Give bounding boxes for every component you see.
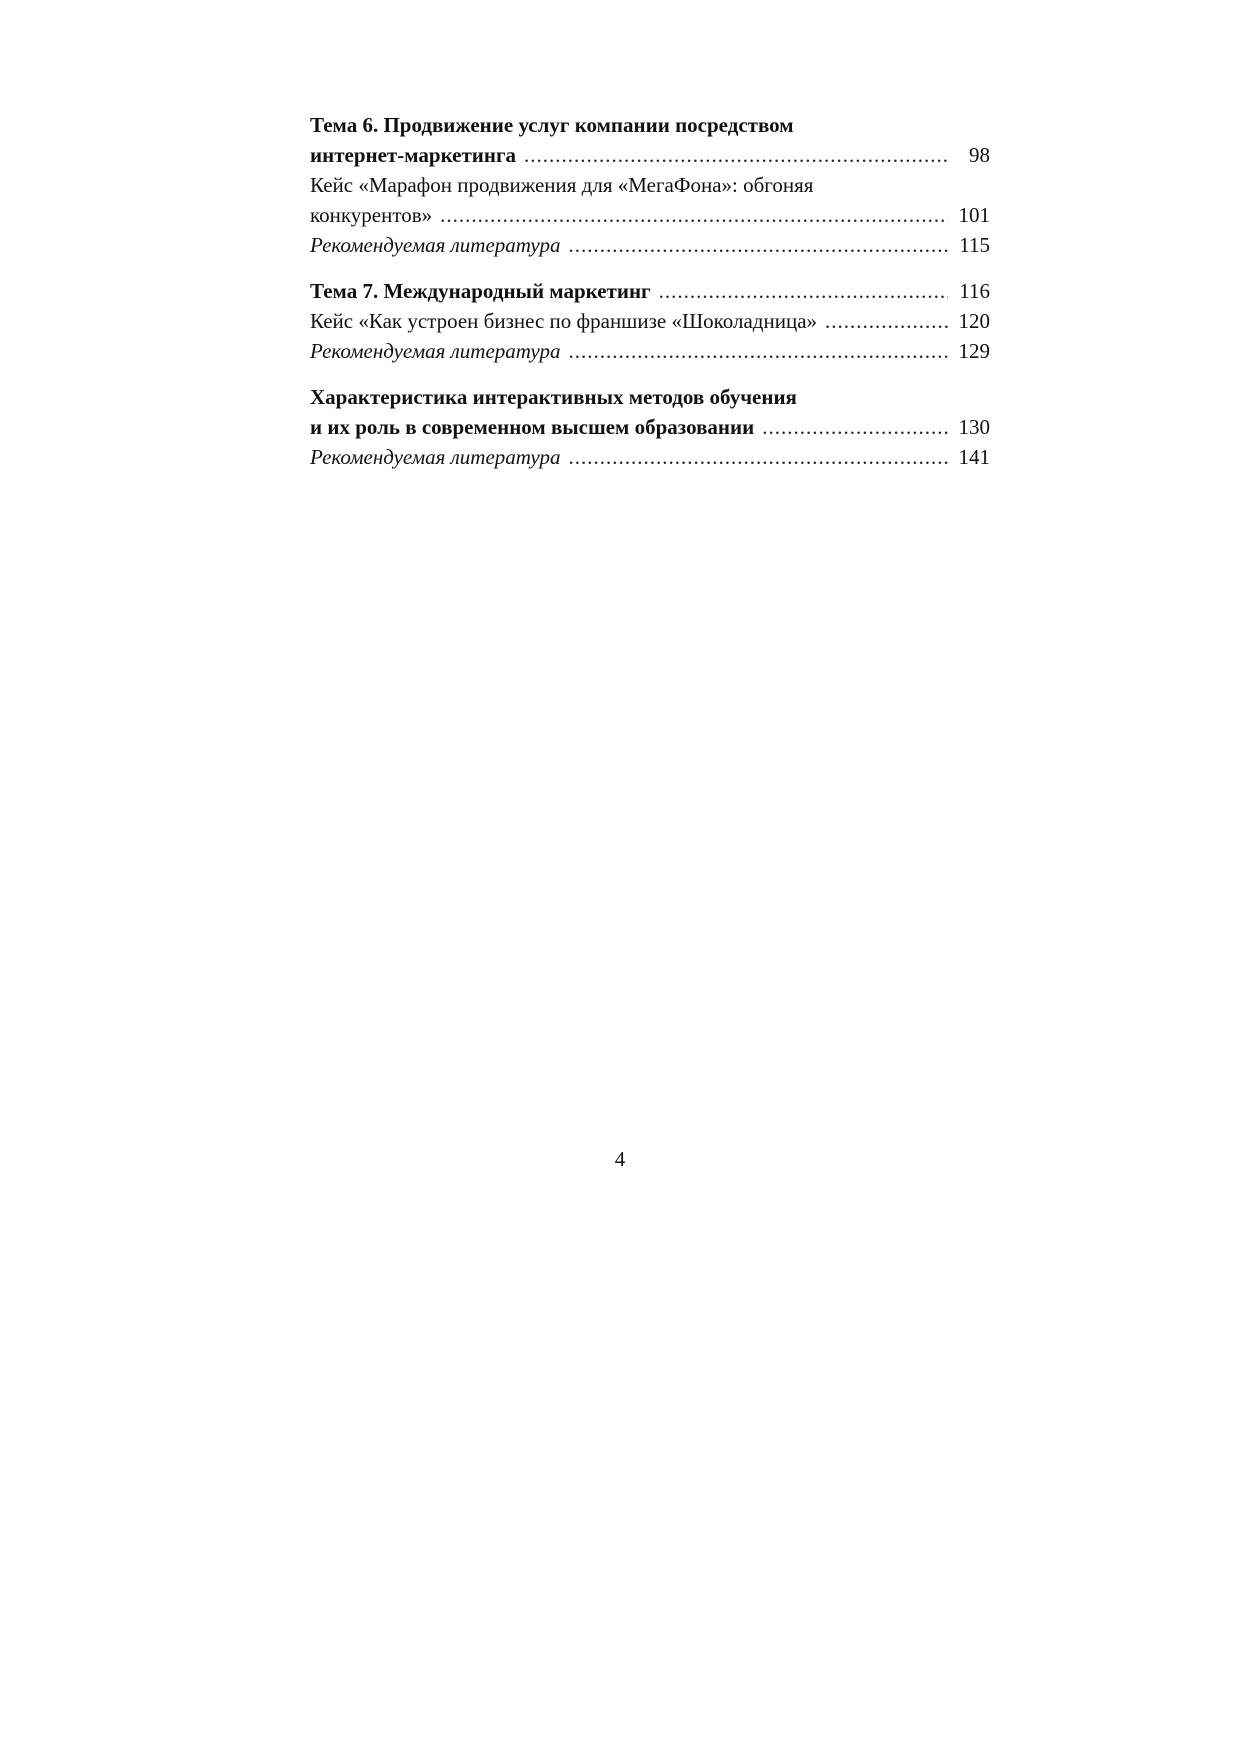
toc-entry-topic-6-case-line2[interactable] (310, 200, 990, 230)
toc-entry-text: интернет-маркетинга (310, 143, 517, 167)
toc-page-number: 130 (958, 415, 990, 439)
toc-entry-topic-6-literature[interactable] (310, 230, 990, 260)
toc-entry-topic-7-case[interactable] (310, 306, 990, 336)
dot-leader (825, 306, 948, 336)
toc-entry-text: Кейс «Марафон продвижения для «МегаФона»: обгоняя (310, 173, 814, 197)
dot-leader (568, 442, 948, 472)
toc-entry-text: конкурентов» (310, 203, 433, 227)
dot-leader (568, 230, 948, 260)
table-of-contents (310, 110, 990, 472)
toc-entry-interactive-title-line1 (310, 382, 990, 412)
toc-entry-text: Рекомендуемая литература (310, 445, 561, 469)
toc-entry-topic-7-literature[interactable] (310, 336, 990, 366)
toc-entry-topic-6-title-line2[interactable] (310, 140, 990, 170)
toc-entry-topic-6-case-line1 (310, 170, 990, 200)
toc-entry-text: Тема 6. Продвижение услуг компании посредством (310, 113, 794, 137)
toc-page-number: 129 (958, 339, 990, 363)
toc-page-number: 98 (969, 143, 990, 167)
dot-leader (568, 336, 948, 366)
toc-group-topic-7 (310, 276, 990, 366)
toc-entry-topic-6-title-line1 (310, 110, 990, 140)
toc-group-interactive-methods (310, 382, 990, 472)
toc-page-number: 101 (958, 203, 990, 227)
toc-entry-topic-7-title[interactable] (310, 276, 990, 306)
toc-group-topic-6 (310, 110, 990, 260)
toc-entry-interactive-literature[interactable] (310, 442, 990, 472)
toc-entry-interactive-title-line2[interactable] (310, 412, 990, 442)
toc-page-number: 141 (958, 445, 990, 469)
toc-entry-text: Рекомендуемая литература (310, 233, 561, 257)
toc-entry-text: и их роль в современном высшем образовании (310, 415, 755, 439)
dot-leader (440, 200, 948, 230)
toc-page-number: 116 (959, 279, 990, 303)
page-number: 4 (614, 1147, 626, 1171)
dot-leader (524, 140, 948, 170)
toc-entry-text: Тема 7. Международный маркетинг (310, 279, 651, 303)
toc-entry-text: Характеристика интерактивных методов обучения (310, 385, 797, 409)
dot-leader (762, 412, 948, 442)
dot-leader (659, 276, 948, 306)
toc-page-number: 120 (958, 309, 990, 333)
toc-page-number: 115 (959, 233, 990, 257)
toc-entry-text: Кейс «Как устроен бизнес по франшизе «Шоколадница» (310, 309, 818, 333)
toc-entry-text: Рекомендуемая литература (310, 339, 561, 363)
